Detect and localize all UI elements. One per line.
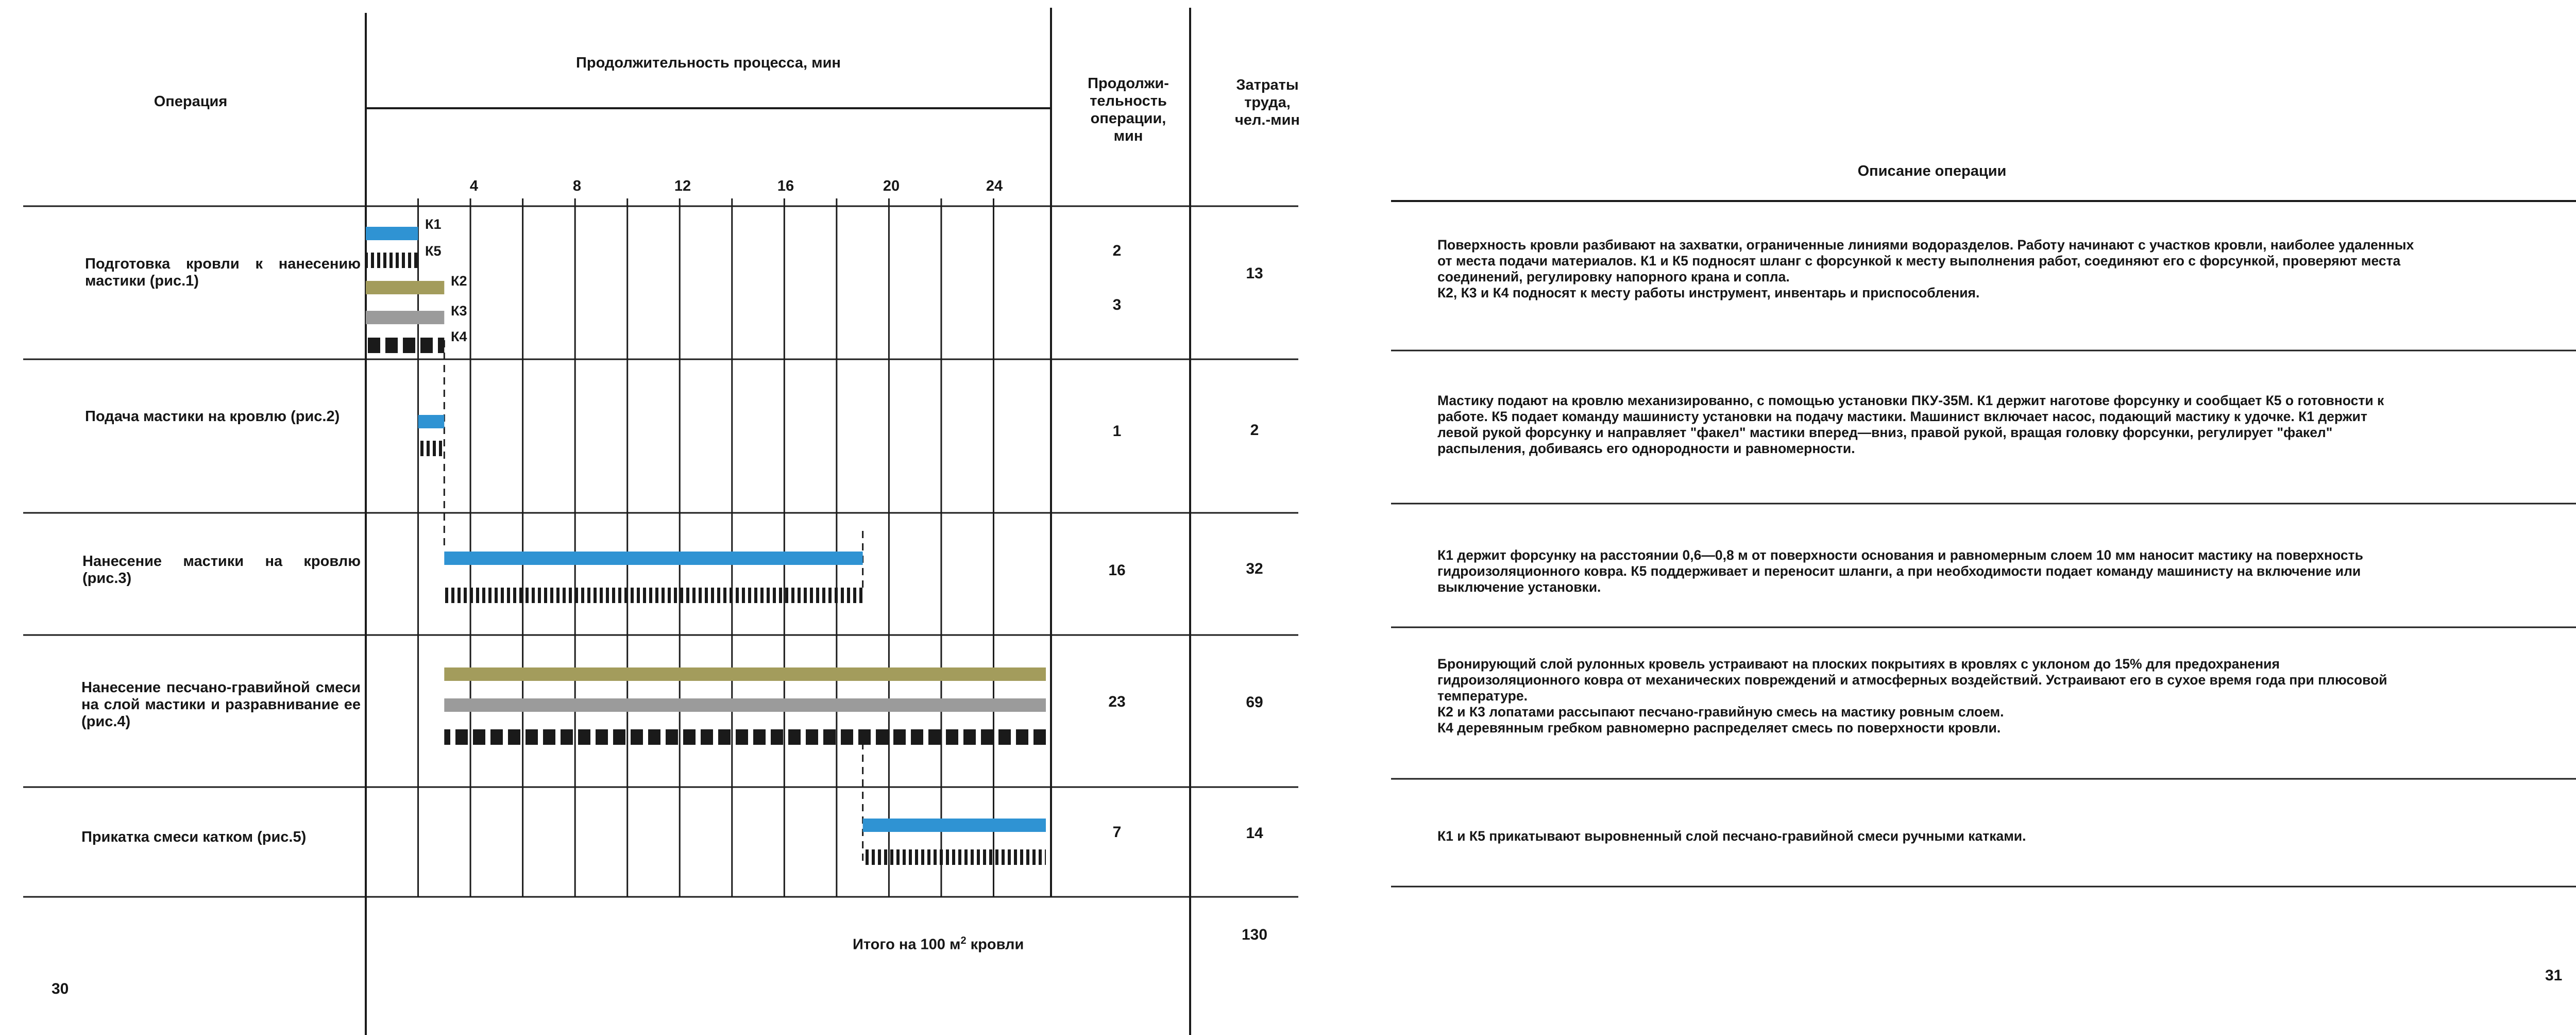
operation-2-duration: 1 bbox=[1112, 423, 1122, 440]
description-1-line-3: соединений, регулировку напорного крана и сопла. bbox=[1437, 269, 1790, 285]
description-1 bbox=[1437, 237, 2576, 301]
bar-label-k3: К3 bbox=[451, 303, 467, 319]
operation-4-labor: 69 bbox=[1246, 694, 1263, 711]
operation-5-duration: 7 bbox=[1112, 824, 1122, 841]
description-2 bbox=[1437, 393, 2576, 457]
header-duration-line-1: Продолжи- bbox=[1088, 75, 1169, 92]
header-operation: Операция bbox=[154, 93, 228, 110]
worker-bar-К5 bbox=[366, 253, 418, 268]
worker-bar bbox=[863, 849, 1046, 865]
header-duration-line-3: операции, bbox=[1090, 110, 1166, 127]
axis-tick-20: 20 bbox=[883, 178, 900, 194]
header-duration-process: Продолжительность процесса, мин bbox=[576, 55, 841, 71]
description-4-line-3: температуре. bbox=[1437, 688, 1528, 704]
description-2-line-1: Мастику подают на кровлю механизированно, с помощью установки ПКУ-35М. К1 держит наготове форсунку и сообщает К5 о готовности к bbox=[1437, 393, 2384, 408]
axis-tick-16: 16 bbox=[777, 178, 794, 194]
axis-tick-4: 4 bbox=[469, 178, 479, 194]
bar-label-k1: К1 bbox=[425, 216, 442, 232]
description-3 bbox=[1437, 547, 2576, 595]
description-4-line-2: гидроизоляционного ковра от механических повреждений и атмосферных воздействий. Устраивают его в сухое время года при плюсовой bbox=[1437, 672, 2387, 688]
operation-1-duration-a: 2 bbox=[1112, 242, 1122, 259]
header-duration-line-4: мин bbox=[1113, 128, 1143, 144]
page-number-left: 30 bbox=[52, 980, 69, 997]
header-labor bbox=[1190, 76, 1345, 129]
operation-3-labor: 32 bbox=[1246, 560, 1263, 577]
page-number-right: 31 bbox=[2545, 967, 2563, 984]
bar-label-k4: К4 bbox=[451, 329, 467, 344]
worker-bar bbox=[444, 729, 1046, 745]
description-3-line-1: К1 держит форсунку на расстоянии 0,6—0,8 м от поверхности основания и равномерным слоем 10 мм наносит мастику на поверхность bbox=[1437, 547, 2363, 563]
total-label-superscript: 2 bbox=[960, 935, 967, 946]
worker-bar bbox=[418, 415, 445, 428]
total-label-tail: кровли bbox=[966, 936, 1024, 953]
operation-5-labor: 14 bbox=[1246, 825, 1263, 842]
operation-1-name: Подготовка кровли к нанесению мастики (рис.1) bbox=[85, 256, 361, 289]
worker-bar bbox=[444, 698, 1046, 712]
operation-1-duration-b: 3 bbox=[1112, 296, 1122, 313]
description-3-line-2: гидроизоляционного ковра. К5 поддерживает и переносит шланги, а при необходимости подает команду машинисту на включение или bbox=[1437, 563, 2361, 579]
description-4-line-4: К2 и К3 лопатами рассыпают песчано-гравийную смесь на мастику ровным слоем. bbox=[1437, 704, 2004, 720]
worker-bar bbox=[863, 819, 1046, 832]
worker-bar bbox=[444, 667, 1046, 681]
description-2-line-3: левой рукой форсунку и направляет "факел" мастики вперед—вниз, правой рукой, вращая головку форсунки, регулирует "факел" bbox=[1437, 425, 2333, 440]
axis-tick-12: 12 bbox=[674, 178, 691, 194]
description-3-line-3: выключение установки. bbox=[1437, 579, 1601, 595]
operation-2-name: Подача мастики на кровлю (рис.2) bbox=[85, 408, 340, 425]
operation-5-name: Прикатка смеси катком (рис.5) bbox=[81, 829, 307, 845]
axis-tick-8: 8 bbox=[572, 178, 582, 194]
description-2-line-2: работе. К5 подает команду машинисту установки на подачу мастики. Машинист включает насос, подающий мастику к удочке. К1 держит bbox=[1437, 409, 2367, 424]
worker-bar bbox=[444, 552, 862, 565]
header-labor-line-2: труда, bbox=[1244, 94, 1291, 111]
description-1-line-1: Поверхность кровли разбивают на захватки, ограниченные линиями водоразделов. Работу начинают с участков кровли, наиболее удаленных bbox=[1437, 237, 2414, 253]
worker-bar-К1 bbox=[366, 227, 418, 240]
operation-4-duration: 23 bbox=[1108, 693, 1126, 710]
worker-bar bbox=[418, 441, 445, 456]
axis-tick-24: 24 bbox=[986, 178, 1003, 194]
header-labor-line-3: чел.-мин bbox=[1235, 112, 1300, 128]
bar-label-k5: К5 bbox=[425, 243, 442, 259]
operation-3-name: Нанесение мастики на кровлю (рис.3) bbox=[82, 553, 361, 587]
header-labor-line-1: Затраты bbox=[1236, 77, 1299, 93]
operation-1-labor: 13 bbox=[1246, 265, 1263, 282]
description-4-line-1: Бронирующий слой рулонных кровель устраивают на плоских покрытиях в кровлях с уклоном до 15% для предохранения bbox=[1437, 656, 2280, 672]
worker-bar-К4 bbox=[366, 338, 444, 353]
operation-2-labor: 2 bbox=[1250, 422, 1259, 439]
worker-bar-К3 bbox=[366, 311, 444, 324]
description-2-line-4: распыления, добиваясь его однородности и равномерности. bbox=[1437, 441, 1855, 456]
worker-bar bbox=[444, 588, 862, 603]
operation-4-name: Нанесение песчано-гравийной смеси на слой мастики и разравнивание ее (рис.4) bbox=[81, 679, 361, 730]
total-labor-value: 130 bbox=[1241, 926, 1268, 943]
header-duration-line-2: тельность bbox=[1090, 93, 1167, 109]
operation-3-duration: 16 bbox=[1108, 562, 1126, 579]
description-header: Описание операции bbox=[1857, 163, 2007, 179]
bar-label-k2: К2 bbox=[451, 273, 467, 289]
description-5 bbox=[1437, 828, 2576, 844]
description-4 bbox=[1437, 656, 2576, 736]
description-1-line-2: от места подачи материалов. К1 и К5 подносят шланг с форсункой к месту выполнения работ, соединяют его с форсункой, проверяют места bbox=[1437, 253, 2401, 269]
description-4-line-5: К4 деревянным гребком равномерно распределяет смесь по поверхности кровли. bbox=[1437, 720, 2001, 736]
total-label-text: Итого на 100 м bbox=[853, 936, 961, 953]
total-label bbox=[853, 932, 1024, 954]
worker-bar-К2 bbox=[366, 281, 444, 294]
description-1-line-4: К2, К3 и К4 подносят к месту работы инструмент, инвентарь и приспособления. bbox=[1437, 285, 1980, 301]
description-5-line-1: К1 и К5 прикатывают выровненный слой песчано-гравийной смеси ручными катками. bbox=[1437, 828, 2026, 844]
header-duration-operation bbox=[1051, 75, 1206, 145]
